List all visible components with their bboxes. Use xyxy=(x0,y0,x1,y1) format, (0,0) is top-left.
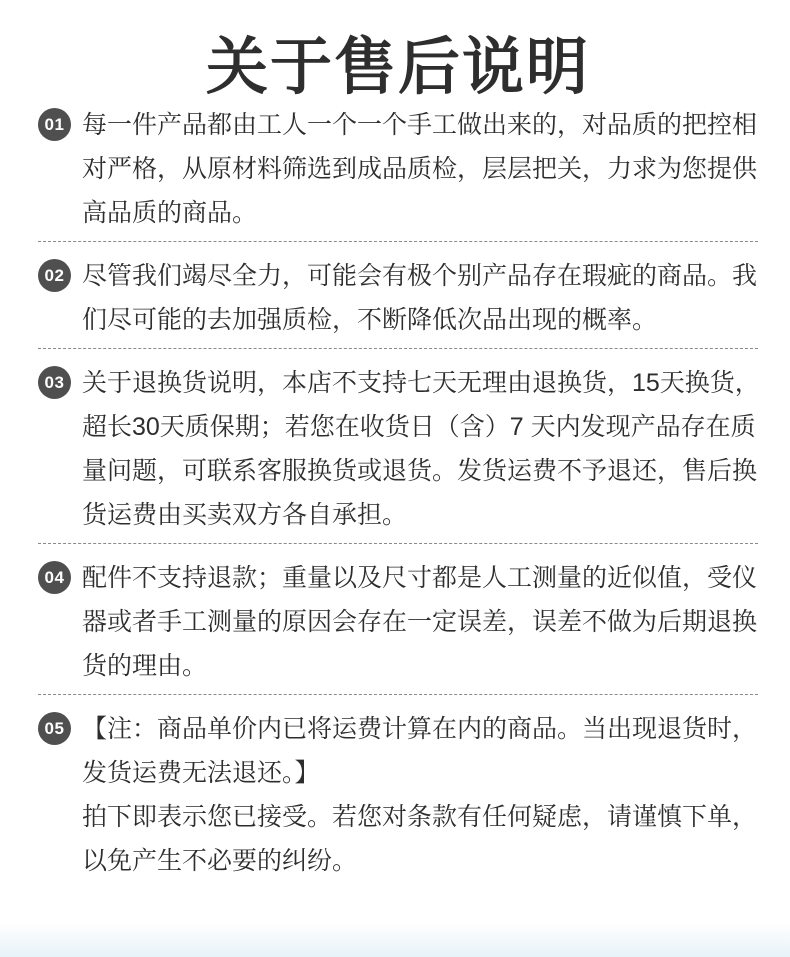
after-sales-item xyxy=(38,254,758,342)
dashed-divider xyxy=(38,348,758,349)
item-text xyxy=(82,556,757,688)
after-sales-item xyxy=(38,103,758,235)
item-number-badge: 02 xyxy=(38,259,71,292)
item-text-line: 配件不支持退款；重量以及尺寸都是人工测量的近似值，受仪 xyxy=(82,564,758,592)
item-text-line: 发货运费无法退还。】 xyxy=(82,759,320,787)
dashed-divider xyxy=(38,543,758,544)
after-sales-list xyxy=(38,103,758,883)
item-text-line: 高品质的商品。 xyxy=(82,199,258,227)
after-sales-item xyxy=(38,556,758,688)
item-text-line: 们尽可能的去加强质检，不断降低次品出现的概率。 xyxy=(82,306,658,334)
after-sales-item xyxy=(38,707,758,883)
item-text-line: 货的理由。 xyxy=(82,652,208,680)
after-sales-item xyxy=(38,361,758,537)
item-text-line: 以免产生不必要的纠纷。 xyxy=(82,847,358,875)
item-text xyxy=(82,361,760,537)
item-text xyxy=(82,707,757,883)
dashed-divider xyxy=(38,694,758,695)
item-text-line: 尽管我们竭尽全力，可能会有极个别产品存在瑕疵的商品。我 xyxy=(82,262,758,290)
item-text-line: 关于退换货说明，本店不支持七天无理由退换货，15天换货， xyxy=(82,369,760,397)
item-number-badge: 03 xyxy=(38,366,71,399)
item-text-line: 货运费由买卖双方各自承担。 xyxy=(82,501,408,529)
item-text xyxy=(82,254,757,342)
item-text-line: 对严格，从原材料筛选到成品质检，层层把关，力求为您提供 xyxy=(82,155,758,183)
item-number-badge: 05 xyxy=(38,712,71,745)
item-text-line: 量问题，可联系客服换货或退货。发货运费不予退还，售后换 xyxy=(82,457,758,485)
item-text xyxy=(82,103,757,235)
item-text-line: 拍下即表示您已接受。若您对条款有任何疑虑，请谨慎下单， xyxy=(82,803,758,831)
page-title: 关于售后说明 xyxy=(205,33,590,102)
bottom-gradient-decoration xyxy=(0,923,790,957)
item-text-line: 超长30天质保期；若您在收货日（含）7 天内发现产品存在质 xyxy=(82,413,756,441)
dashed-divider xyxy=(38,241,758,242)
item-number-badge: 01 xyxy=(38,108,71,141)
item-number-badge: 04 xyxy=(38,561,71,594)
item-text-line: 【注：商品单价内已将运费计算在内的商品。当出现退货时， xyxy=(82,715,758,743)
item-text-line: 每一件产品都由工人一个一个手工做出来的，对品质的把控相 xyxy=(82,111,758,139)
item-text-line: 器或者手工测量的原因会存在一定误差，误差不做为后期退换 xyxy=(82,608,758,636)
